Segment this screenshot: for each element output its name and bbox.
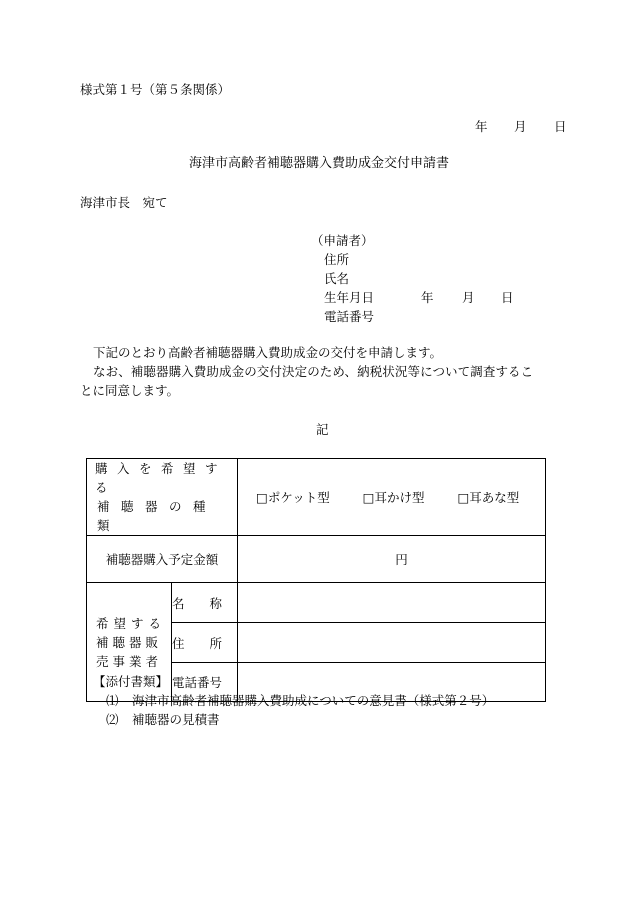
body-line-1: 下記のとおり高齢者補聴器購入費助成金の交付を申請します。 (93, 345, 443, 360)
vendor-address-label: 住 所 (172, 635, 223, 651)
hearing-aid-type-options-cell (238, 459, 546, 536)
date-month-label: 月 (514, 119, 527, 134)
type-label-line-1 (95, 459, 229, 497)
price-unit: 円 (395, 552, 408, 567)
vendor-name-label: 名 称 (172, 595, 223, 611)
vendor-address-input-cell[interactable] (238, 623, 546, 663)
price-input-cell[interactable] (238, 536, 546, 583)
addressee: 海津市長 宛て (80, 195, 168, 210)
vendor-label-line-2: 補聴器販 (96, 634, 163, 650)
type-label-line-2-text: 補聴器の種類 (97, 499, 218, 533)
applicant-birth-label: 生年月日 (324, 290, 375, 305)
applicant-address-label: 住所 (324, 252, 350, 267)
attachment-item-2-text: 補聴器の見積書 (132, 712, 220, 727)
form-number: 様式第１号（第５条関係） (80, 82, 231, 97)
application-table (86, 458, 546, 702)
vendor-label-line-3: 売事業者 (96, 653, 163, 669)
body-line-3: とに同意します。 (80, 383, 180, 398)
vendor-name-row (87, 583, 546, 623)
applicant-phone-label: 電話番号 (324, 309, 375, 324)
applicant-heading: （申請者） (311, 233, 374, 248)
type-label-line-1-text: 購入を希望する (95, 461, 228, 495)
vendor-address-label-cell (172, 623, 238, 663)
hearing-aid-type-label-cell (87, 459, 238, 536)
attachments-heading: 【添付書類】 (93, 674, 169, 689)
vendor-name-label-cell (172, 583, 238, 623)
birth-year-label: 年 (421, 290, 434, 305)
price-label: 補聴器購入予定金額 (105, 552, 219, 567)
price-row (87, 536, 546, 583)
attachment-item-1-text: 海津市高齢者補聴器購入費助成についての意見書（様式第２号） (132, 693, 495, 708)
option-behind-ear-type[interactable]: □耳かけ型 (362, 490, 425, 505)
ki-marker: 記 (316, 422, 329, 437)
date-day-label: 日 (554, 119, 567, 134)
applicant-name-label: 氏名 (324, 271, 350, 286)
price-label-cell (87, 536, 238, 583)
vendor-label-line-1: 希望する (96, 615, 167, 631)
attachment-item-1-num: ⑴ (106, 693, 119, 708)
body-line-2: なお、補聴器購入費助成金の交付決定のため、納税状況等について調査するこ (93, 364, 534, 379)
vendor-phone-label: 電話番号 (172, 675, 223, 690)
hearing-aid-type-row (87, 459, 546, 536)
option-pocket-type[interactable]: □ポケット型 (256, 490, 330, 505)
date-year-label: 年 (475, 119, 488, 134)
birth-month-label: 月 (462, 290, 475, 305)
type-label-line-2 (95, 497, 229, 535)
birth-day-label: 日 (501, 290, 514, 305)
vendor-name-input-cell[interactable] (238, 583, 546, 623)
attachment-item-2-num: ⑵ (106, 712, 119, 727)
option-in-ear-type[interactable]: □耳あな型 (457, 490, 520, 505)
document-title: 海津市高齢者補聴器購入費助成金交付申請書 (189, 156, 450, 171)
